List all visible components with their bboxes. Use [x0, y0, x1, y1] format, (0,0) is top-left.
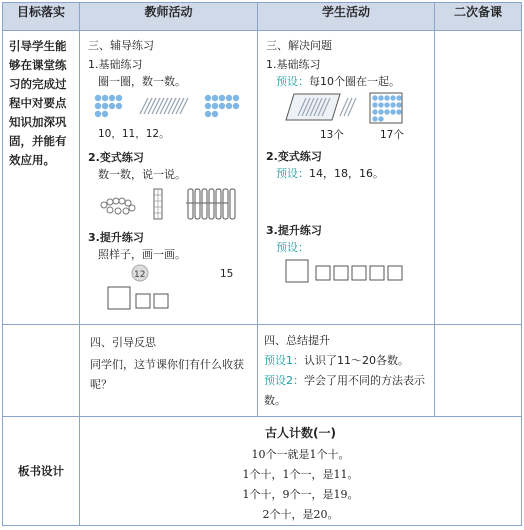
header-goal: 目标落实: [3, 3, 80, 31]
teacher-advanced-instruction: 照样子，画一画。: [98, 248, 186, 261]
student-preset-2: [264, 371, 428, 411]
student-variant-title: 2.变式练习: [266, 150, 322, 163]
header-second-prep: 二次备课: [435, 3, 522, 31]
teacher-reflect-text: 同学们，这节课你们有什么收获呢？: [90, 358, 244, 391]
teacher-activity-cell: [80, 31, 258, 325]
header-teacher: 教师活动: [80, 3, 258, 31]
student-grouped-image: [266, 90, 430, 130]
student-preset-1: [264, 351, 428, 371]
preset-1-label: 预设1：: [264, 354, 304, 367]
teacher-advanced-title: 3.提升练习: [88, 231, 144, 244]
student-activity-cell: [258, 31, 435, 325]
board-line-1: 10个一就是1个十。: [251, 448, 350, 461]
teacher-dots-image: [88, 90, 253, 126]
preset-2-label: 预设2：: [264, 374, 304, 387]
board-line-4: 2个十，是20。: [262, 508, 339, 521]
student-variant-preset-label: 预设：: [276, 167, 309, 180]
board-line-3: 1个十，9个一，是19。: [242, 488, 359, 501]
student-summary-title: 四、总结提升: [264, 334, 330, 347]
student-advanced-title: 3.提升练习: [266, 224, 322, 237]
student-section-title: 三、解决问题: [266, 39, 332, 52]
header-student: 学生活动: [258, 3, 435, 31]
student-basic-preset: [266, 73, 430, 90]
teacher-draw-example: [88, 263, 253, 313]
preset-1-text: 认识了11～20各数。: [304, 354, 409, 367]
board-label: 板书设计: [18, 464, 64, 478]
student-count-b: 17个: [380, 129, 404, 141]
board-line-2: 1个十，1个一，是11。: [242, 468, 359, 481]
board-label-cell: [3, 417, 80, 526]
teacher-variant-title: 2.变式练习: [88, 151, 144, 164]
teacher-basic-numbers: 10，11，12。: [98, 128, 170, 140]
second-prep-cell: [435, 31, 522, 325]
teacher-reflect-title: 四、引导反思: [90, 336, 156, 349]
teacher-objects-image: [88, 183, 253, 223]
goal-empty-cell: [3, 325, 80, 417]
student-counts-row: [266, 130, 430, 144]
board-title: 古人计数(一): [265, 426, 336, 440]
student-basic-preset-label: 预设：: [276, 75, 309, 88]
student-draw-answer: [266, 256, 430, 290]
student-basic-title: 1.基础练习: [266, 58, 321, 71]
student-variant-preset: [266, 165, 430, 182]
teacher-right-number: 15: [220, 268, 234, 280]
preset-2-text: 学会了用不同的方法表示数。: [264, 374, 425, 407]
student-variant-preset-text: 14，18，16。: [309, 167, 384, 180]
goal-text: 引导学生能够在课堂练习的完成过程中对要点知识加深巩固，并能有效应用。: [9, 39, 67, 167]
teacher-basic-instruction: 圈一圈，数一数。: [98, 75, 186, 88]
teacher-section-title: 三、辅导练习: [88, 39, 154, 52]
board-design-cell: [80, 417, 522, 526]
goal-cell: [3, 31, 80, 325]
teacher-reflect-cell: [80, 325, 258, 417]
student-advanced-preset-label: 预设：: [276, 241, 309, 254]
student-basic-preset-text: 每10个圈在一起。: [309, 75, 400, 88]
student-count-a: 13个: [320, 129, 344, 141]
teacher-basic-title: 1.基础练习: [88, 58, 143, 71]
second-prep-empty-cell: [435, 325, 522, 417]
teacher-variant-instruction: 数一数，说一说。: [98, 168, 186, 181]
student-summary-cell: [258, 325, 435, 417]
teacher-ball-label: 12: [134, 270, 146, 280]
student-advanced-preset: [266, 239, 430, 256]
lesson-plan-table: [2, 2, 522, 526]
